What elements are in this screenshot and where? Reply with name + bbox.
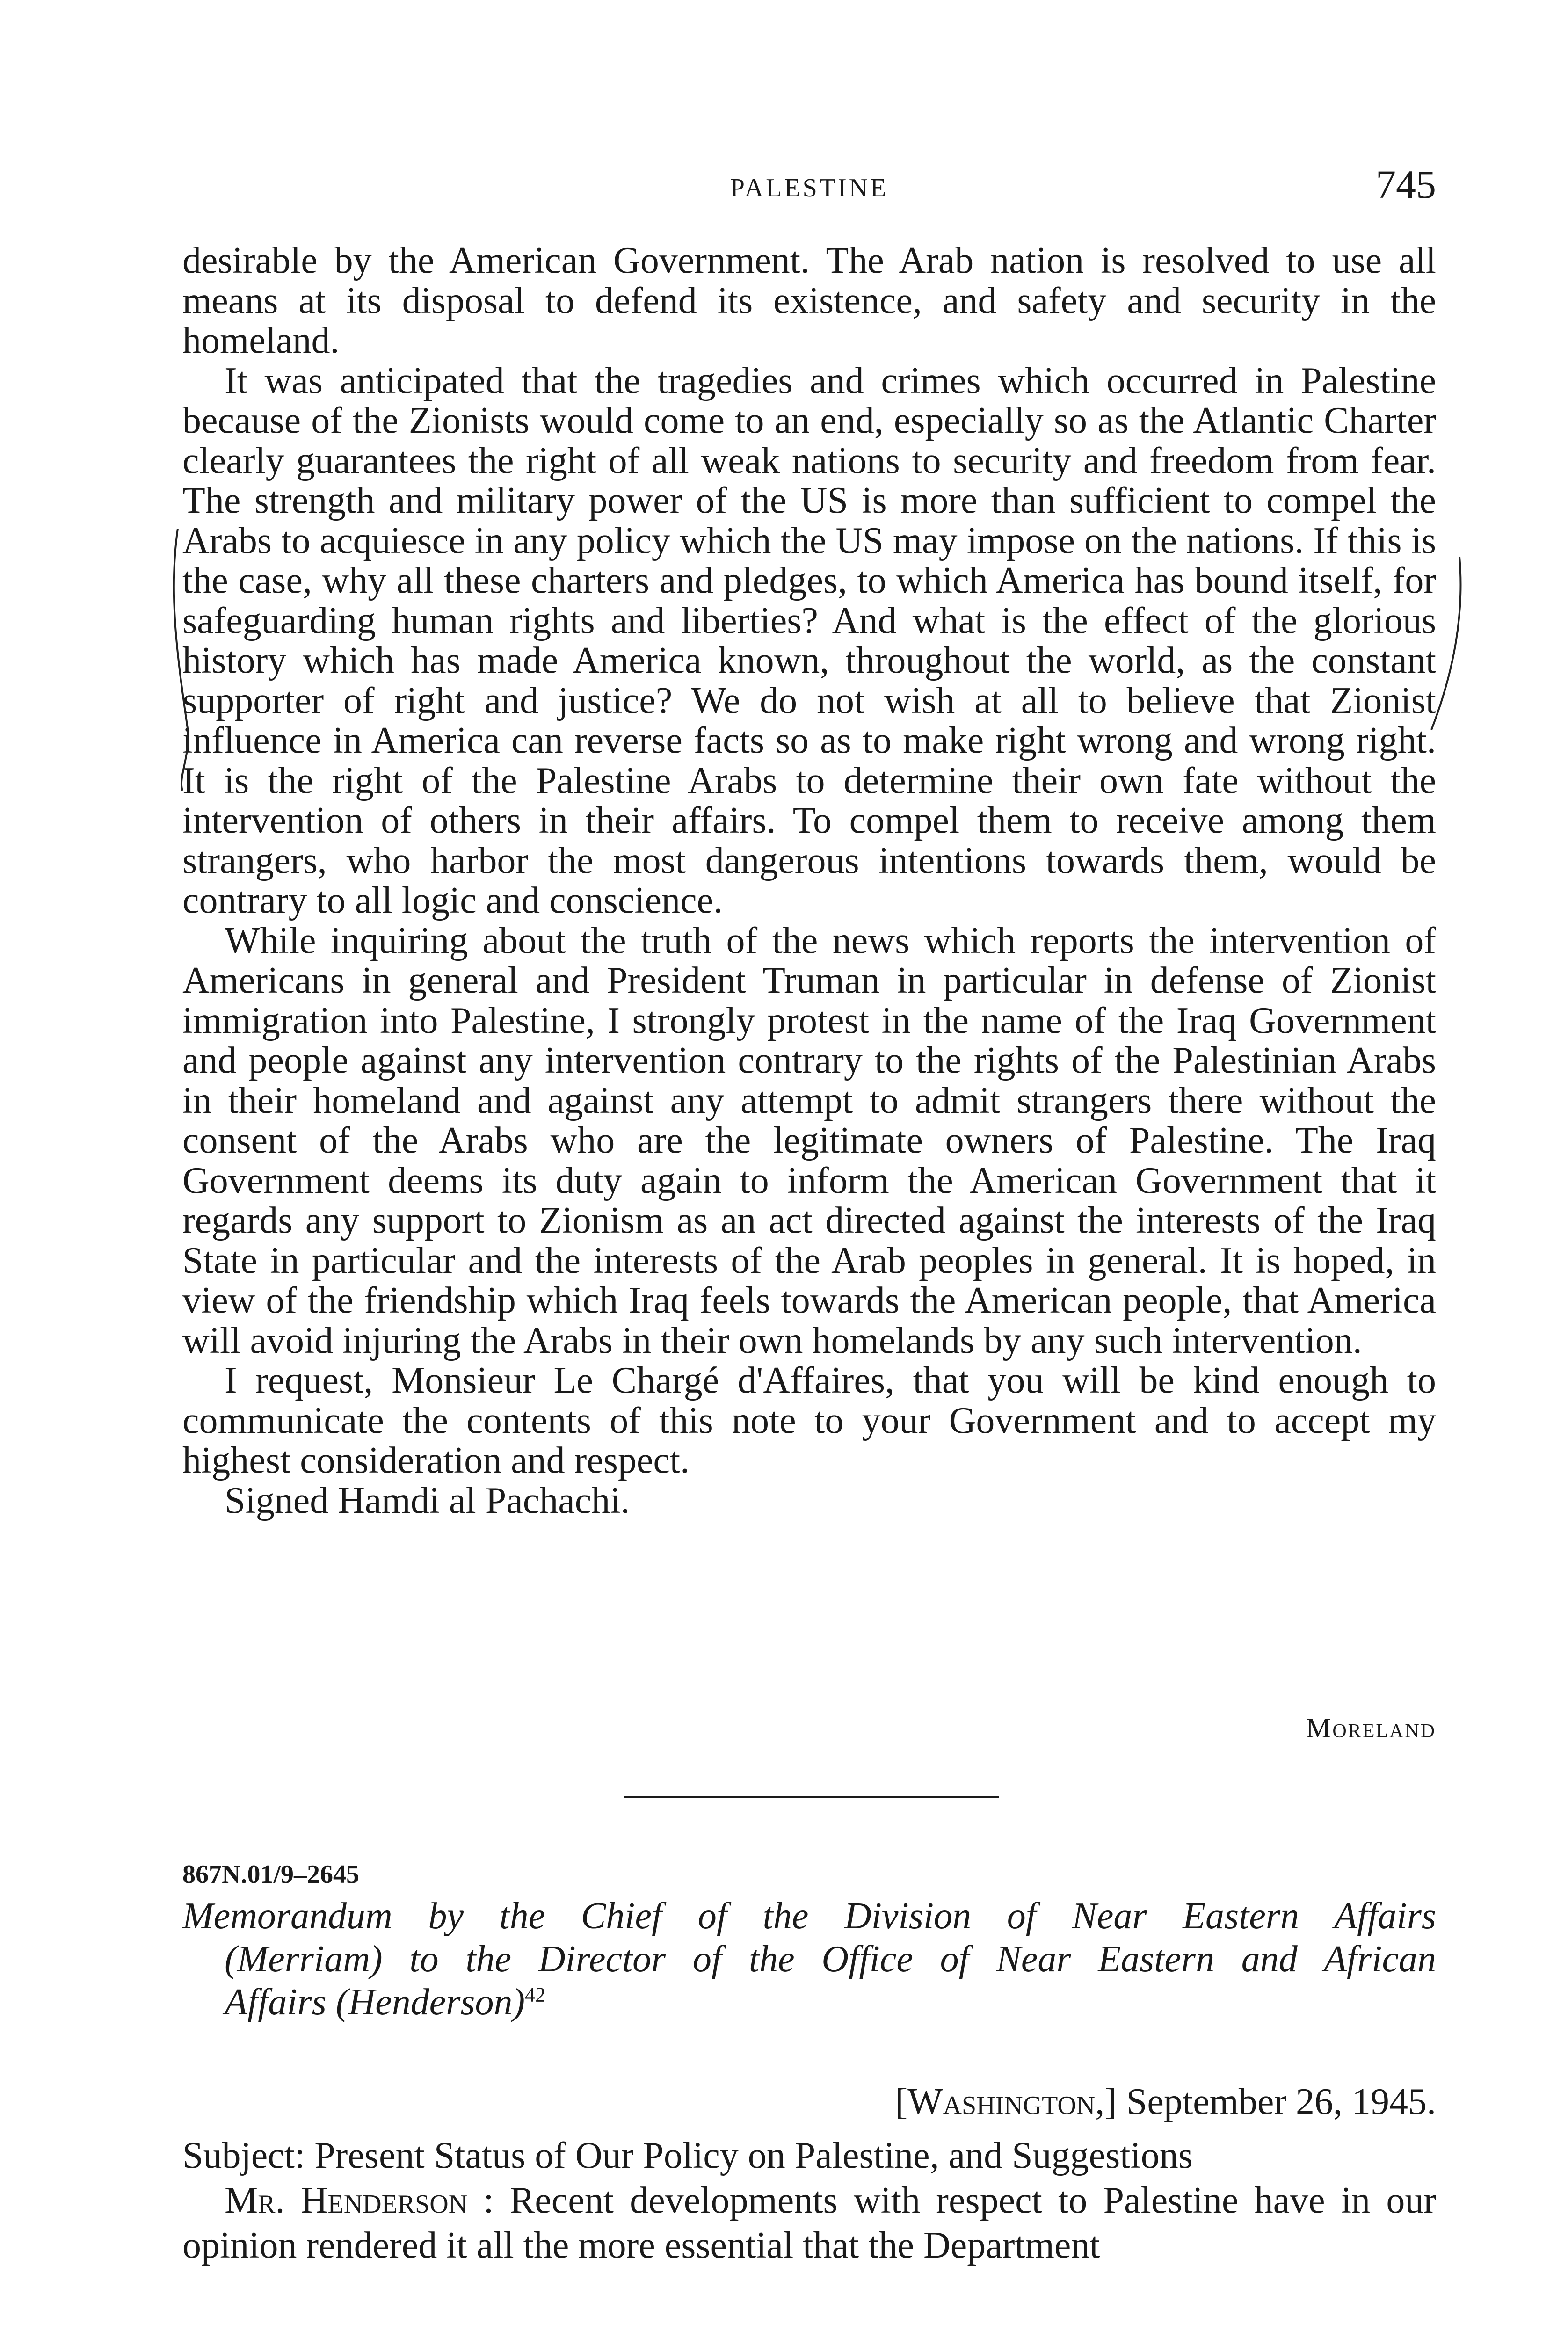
memo-opening-text: Recent developments with respect to Palestine have in our opinion rendered it all the more essential that the Department: [182, 2180, 1436, 2266]
file-number: 867N.01/9–2645: [182, 1860, 359, 1889]
section-divider: [624, 1796, 999, 1798]
paragraph-continuation: desirable by the American Government. The Arab nation is resolved to use all means at its disposal to defend its existence, and safety and security in the homeland.: [182, 240, 1436, 361]
page-number: 745: [1376, 162, 1436, 207]
memo-heading: [182, 1895, 1436, 2024]
dateline: [Washington,] September 26, 1945.: [895, 2081, 1436, 2122]
handwritten-bracket-mark: [159, 529, 1469, 791]
memo-heading-line-2: (Merriam) to the Director of the Office of Near Eastern and African: [225, 1939, 1436, 1980]
memo-heading-line-1: Memorandum by the Chief of the Division of Near Eastern Affairs: [182, 1896, 1436, 1937]
signature-line: Signed Hamdi al Pachachi.: [225, 1480, 630, 1521]
memo-heading-line-3: [182, 1981, 1436, 2024]
paragraph-atlantic-charter: It was anticipated that the tragedies and crimes which occurred in Palestine because of the Zionists would come to an end, especially so as the Atlantic Charter clearly guarantees the right of all weak nations to security and freedom from fear. The strength and military power of the US is more than sufficient to compel the Arabs to acquiesce in any policy which the US may impose on the nations. If this is the case, why all these charters and pledges, to which America has bound itself, for safeguarding human rights and liberties? And what is the effect of the glorious history which has made America known, throughout the world, as the constant supporter of right and justice? We do not wish at all to believe that Zionist influence in America can reverse facts so as to make right wrong and wrong right. It is the right of the Palestine Arabs to determine their own fate without the intervention of others in their affairs. To compel them to receive among them strangers, who harbor the most dangerous intentions towards them, would be contrary to all logic and conscience.: [182, 360, 1436, 921]
paragraph-request: I request, Monsieur Le Chargé d'Affaires, that you will be kind enough to communicate the contents of this note to your Government and to accept my highest consideration and respect.: [182, 1360, 1436, 1481]
paragraph-protest: While inquiring about the truth of the news which reports the intervention of Americans in general and President Truman in particular in defense of Zionist immigration into Palestine, I strongly protest in the name of the Iraq Government and people against any intervention contrary to the rights of the Palestinian Arabs in their homeland and against any attempt to admit strangers there without the consent of the Arabs who are the legitimate owners of Palestine. The Iraq Government deems its duty again to inform the American Government that it regards any support to Zionism as an act directed against the interests of the Iraq State in particular and the interests of the Arab peoples in general. It is hoped, in view of the friendship which Iraq feels towards the American people, that America will avoid injuring the Arabs in their own homelands by any such intervention.: [182, 920, 1436, 1361]
dateline-date: September 26, 1945.: [1126, 2081, 1436, 2122]
memo-addressee: Mr. Henderson: [225, 2180, 468, 2221]
running-title: PALESTINE: [730, 174, 889, 203]
memo-opening: Mr. Henderson : Recent developments with respect to Palestine have in our opinion rendered it all the more essential that the Department: [182, 2180, 1436, 2266]
dateline-place: Washington: [907, 2081, 1096, 2122]
memo-subject: Subject: Present Status of Our Policy on Palestine, and Suggestions: [182, 2135, 1193, 2176]
running-head: [182, 162, 1436, 220]
memo-heading-line-3-text: Affairs (Henderson): [225, 1982, 525, 2023]
footnote-reference: 42: [525, 1983, 546, 2006]
letter-body: [182, 241, 1436, 1521]
memo-body: [182, 2133, 1436, 2268]
sender-name: Moreland: [1306, 1713, 1436, 1743]
